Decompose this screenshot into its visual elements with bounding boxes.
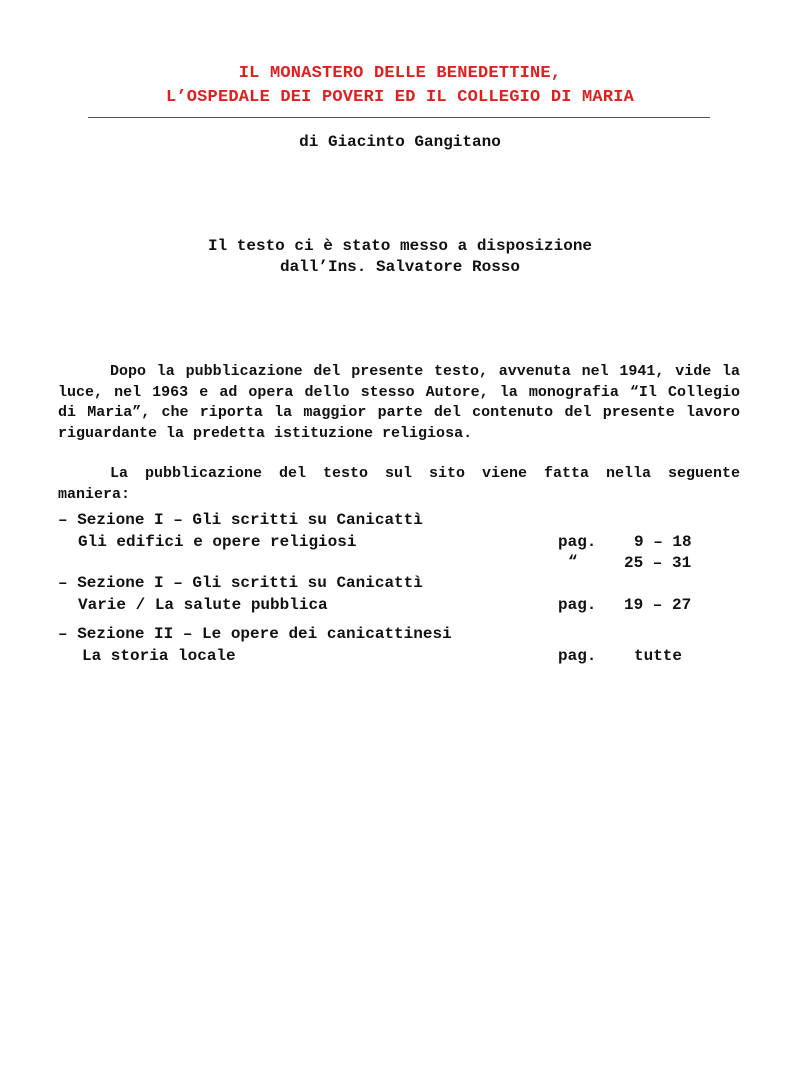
title-divider xyxy=(88,117,710,118)
section-1-pages: 9 – 18 xyxy=(634,533,692,551)
section-1-heading: – Sezione I – Gli scritti su Canicattì xyxy=(58,511,423,529)
author-line: di Giacinto Gangitano xyxy=(299,133,501,151)
title-line-1: IL MONASTERO DELLE BENEDETTINE, xyxy=(238,64,562,83)
section-2-heading: – Sezione I – Gli scritti su Canicattì xyxy=(58,574,423,592)
section-1-extra-pages: 25 – 31 xyxy=(624,554,692,572)
section-2-pag-label: pag. xyxy=(558,596,597,614)
section-3-subtitle: La storia locale xyxy=(82,647,236,665)
body-paragraph-1: Dopo la pubblicazione del presente testo, avvenuta nel 1941, vide la luce, nel 1963 e ad opera dello stesso Autore, la monografia “Il Collegio di Maria”, che riporta la maggior parte del contenuto del presente lavoro riguardante la predetta istituzione religiosa. xyxy=(58,363,740,442)
credit-line-2: dall’Ins. Salvatore Rosso xyxy=(279,258,521,276)
credit-line-1: Il testo ci è stato messo a disposizione xyxy=(207,237,593,255)
section-1-subtitle: Gli edifici e opere religiosi xyxy=(78,533,357,551)
section-1-pag-label: pag. xyxy=(558,533,597,551)
section-2-pages: 19 – 27 xyxy=(624,596,692,614)
section-3-pages: tutte xyxy=(634,647,683,665)
section-3-heading: – Sezione II – Le opere dei canicattinesi xyxy=(58,625,452,643)
title-line-2: L’OSPEDALE DEI POVERI ED IL COLLEGIO DI MARIA xyxy=(165,88,635,107)
section-3-pag-label: pag. xyxy=(558,647,597,665)
section-2-subtitle: Varie / La salute pubblica xyxy=(78,596,328,614)
body-paragraph-2: La pubblicazione del testo sul sito viene fatta nella seguente maniera: xyxy=(58,465,740,503)
section-1-ditto-mark: “ xyxy=(568,553,578,571)
